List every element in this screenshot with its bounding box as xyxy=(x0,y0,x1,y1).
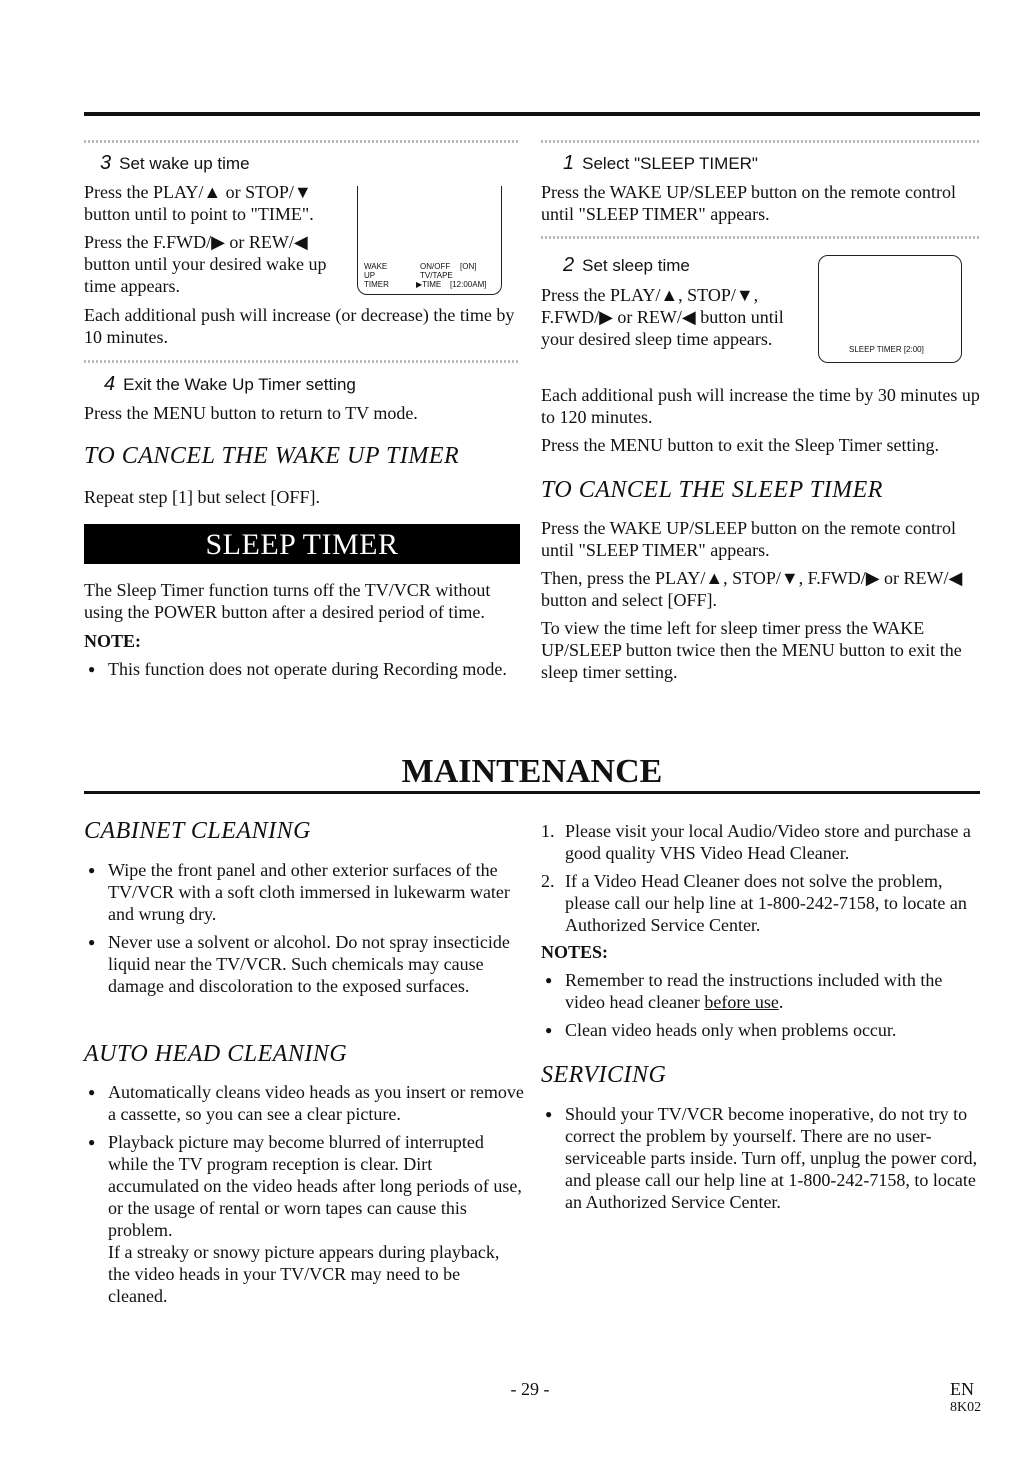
cancel-wake-text: Repeat step [1] but select [OFF]. xyxy=(84,487,320,507)
sleep-timer-osd-screen xyxy=(818,255,962,363)
osd-time-value: [12:00AM] xyxy=(450,280,487,289)
step-3-increase-text: Each additional push will increase (or decrease) the time by 10 minutes. xyxy=(84,305,515,347)
list-item: ● Remember to read the instructions included with the video head cleaner before use. xyxy=(541,969,981,1013)
head-cleaner-steps xyxy=(541,820,981,942)
dotted-divider xyxy=(84,140,520,143)
osd-on-value: [ON] xyxy=(460,262,477,271)
list-item: ● Should your TV/VCR become inoperative, do not try to correct the problem by yourself. There are no user-serviceable parts inside. Turn off, unplug the power cord, and please call our help line at 1-800-242-7158, to locate an Authorized Service Center. xyxy=(541,1103,981,1213)
list-item: ● Automatically cleans video heads as you insert or remove a cassette, so you can see a clear picture. xyxy=(84,1081,524,1125)
sleep-increase-text: Each additional push will increase the time by 30 minutes up to 120 minutes. xyxy=(541,385,980,427)
dotted-divider xyxy=(541,236,981,239)
cancel-sleep-text: Press the WAKE UP/SLEEP button on the remote control until "SLEEP TIMER" appears. Then, press the PLAY/▲, STOP/▼, F.FWD/▶ or REW/◀ button and select [OFF]. To view the time left for sleep timer press the WAKE UP/SLEEP button twice then the MENU button to exit the sleep timer setting. xyxy=(541,518,963,682)
list-item: ● Clean video heads only when problems occur. xyxy=(541,1019,981,1041)
osd-time-label: ▶TIME xyxy=(416,280,442,289)
step-3-text: Press the PLAY/▲ or STOP/▼ button until to point to "TIME". Press the F.FWD/▶ or REW/◀ button until your desired wake up time appears. xyxy=(84,182,327,296)
servicing-list xyxy=(541,1103,981,1219)
page-number: - 29 - xyxy=(510,1379,550,1399)
sleep-note-list xyxy=(84,658,524,686)
list-item: 1. Please visit your local Audio/Video store and purchase a good quality VHS Video Head Cleaner. xyxy=(541,821,971,863)
language-code: EN xyxy=(950,1379,974,1399)
sleep-exit-text: Press the MENU button to exit the Sleep Timer setting. xyxy=(541,435,939,455)
sleep-timer-intro: The Sleep Timer function turns off the TV/VCR without using the POWER button after a desired period of time. xyxy=(84,580,491,622)
dotted-divider xyxy=(541,140,981,143)
osd-onoff-label: ON/OFF xyxy=(420,262,451,271)
cabinet-cleaning-list xyxy=(84,859,524,1003)
auto-head-cleaning-list xyxy=(84,1081,524,1313)
cancel-sleep-heading: TO CANCEL THE SLEEP TIMER xyxy=(541,477,883,503)
wake-timer-osd-screen xyxy=(357,186,502,295)
cancel-wake-heading: TO CANCEL THE WAKE UP TIMER xyxy=(84,443,460,469)
step-4-text: Press the MENU button to return to TV mode. xyxy=(84,403,418,423)
step-4-heading: 4 Exit the Wake Up Timer setting xyxy=(104,373,356,395)
note-label: NOTE: xyxy=(84,631,142,651)
step-3-heading: 3 Set wake up time xyxy=(100,152,250,174)
list-item: ● This function does not operate during Recording mode. xyxy=(84,658,524,680)
model-code: 8K02 xyxy=(950,1400,982,1415)
notes-label: NOTES: xyxy=(541,942,609,962)
servicing-heading: SERVICING xyxy=(541,1062,667,1088)
step-2-text: Press the PLAY/▲, STOP/▼, F.FWD/▶ or REW/◀ button until your desired sleep time appears. xyxy=(541,285,784,349)
top-rule xyxy=(84,112,980,116)
step-1-heading: 1 Select "SLEEP TIMER" xyxy=(563,152,758,174)
maintenance-title: MAINTENANCE xyxy=(401,753,663,790)
maintenance-rule xyxy=(84,791,980,794)
sleep-timer-banner: SLEEP TIMER xyxy=(84,524,520,564)
notes-list xyxy=(541,969,981,1047)
list-item: 2. If a Video Head Cleaner does not solve the problem, please call our help line at 1-800-242-7158, to locate an Authorized Service Center. xyxy=(541,871,967,935)
osd-sleep-timer: SLEEP TIMER [2:00] xyxy=(849,345,924,354)
step-2-heading: 2 Set sleep time xyxy=(563,254,690,276)
osd-tvtape-label: TV/TAPE xyxy=(420,271,453,280)
list-item: ● Never use a solvent or alcohol. Do not spray insecticide liquid near the TV/VCR. Such chemicals may cause damage and discoloration to the exposed surfaces. xyxy=(84,931,524,997)
dotted-divider xyxy=(84,360,520,363)
list-item: ● Wipe the front panel and other exterior surfaces of the TV/VCR with a soft cloth immersed in lukewarm water and wrung dry. xyxy=(84,859,524,925)
osd-wake-label: WAKE UP TIMER xyxy=(364,262,389,289)
list-item: ● Playback picture may become blurred of interrupted while the TV program reception is clear. Dirt accumulated on the video heads after long periods of use, or the usage of rental or worn tapes can cause this problem. If a streaky or snowy picture appears during playback, the video heads in your TV/VCR may need to be cleaned. xyxy=(84,1131,524,1307)
cabinet-cleaning-heading: CABINET CLEANING xyxy=(84,818,311,844)
step-1-text: Press the WAKE UP/SLEEP button on the remote control until "SLEEP TIMER" appears. xyxy=(541,182,956,224)
auto-head-cleaning-heading: AUTO HEAD CLEANING xyxy=(84,1041,348,1067)
